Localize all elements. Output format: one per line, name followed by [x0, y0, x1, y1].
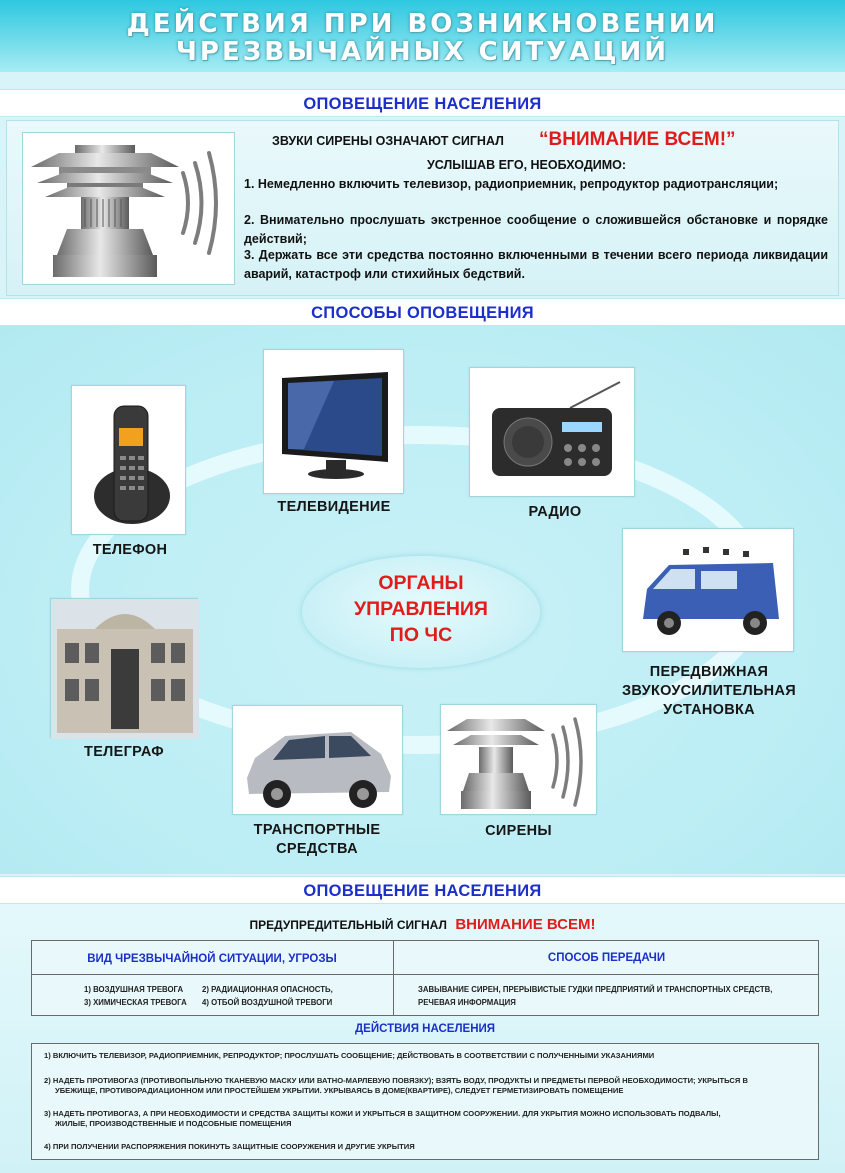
must-do-heading: УСЛЫШАВ ЕГО, НЕОБХОДИМО:: [427, 158, 627, 172]
phone-photo: [71, 385, 186, 535]
section-header-notification-2: ОПОВЕЩЕНИЕ НАСЕЛЕНИЯ: [0, 876, 845, 904]
section-header-notification: ОПОВЕЩЕНИЕ НАСЕЛЕНИЯ: [0, 89, 845, 117]
threat-2: 2) РАДИАЦИОННАЯ ОПАСНОСТЬ,: [202, 985, 333, 994]
page-title-line2: ЧРЕЗВЫЧАЙНЫХ СИТУАЦИЙ: [175, 37, 670, 67]
telegraph-building-icon: [51, 599, 199, 739]
warning-prefix: ПРЕДУПРЕДИТЕЛЬНЫЙ СИГНАЛ: [249, 918, 447, 932]
caption-van-line1: ПЕРЕДВИЖНАЯ: [649, 664, 769, 680]
caption-sirens: СИРЕНЫ: [485, 823, 552, 839]
siren-icon: [23, 133, 236, 286]
car-photo: [232, 705, 403, 815]
sirens-photo: [440, 704, 597, 815]
instruction-1: 1. Немедленно включить телевизор, радиоприемник, репродуктор радиотрансляции;: [244, 177, 779, 191]
center-text-line1: ОРГАНЫ: [378, 572, 464, 594]
instruction-2: 2. Внимательно прослушать экстренное сообщение о сложившейся обстановке и порядке действий;: [244, 213, 828, 246]
action-3-line1: 3) НАДЕТЬ ПРОТИВОГАЗ, А ПРИ НЕОБХОДИМОСТИ И СРЕДСТВА ЗАЩИТЫ КОЖИ И УКРЫТЬСЯ В ЗАЩИТНОМ СООРУЖЕНИИ. ДЛЯ УКРЫТИЯ МОЖНО ИСПОЛЬЗОВАТЬ ПОДВАЛЫ,: [44, 1109, 721, 1118]
transmission-line2: РЕЧЕВАЯ ИНФОРМАЦИЯ: [418, 998, 516, 1007]
center-text-line3: ПО ЧС: [389, 624, 453, 646]
radio-icon: [470, 368, 636, 498]
instruction-3: 3. Держать все эти средства постоянно включенными в течении всего периода ликвидации аварий, катастроф или стихийных бедствий.: [244, 248, 828, 281]
car-icon: [233, 706, 404, 816]
action-3-line2: ЖИЛЫЕ, ПРОИЗВОДСТВЕННЫЕ И ПОДСОБНЫЕ ПОМЕЩЕНИЯ: [55, 1119, 292, 1128]
tv-icon: [264, 350, 405, 495]
telegraph-photo: [50, 598, 198, 738]
caption-tv: ТЕЛЕВИДЕНИЕ: [277, 499, 391, 515]
actions-header: ДЕЙСТВИЯ НАСЕЛЕНИЯ: [354, 1023, 496, 1035]
attention-signal: “ВНИМАНИЕ ВСЕМ!”: [539, 129, 736, 150]
caption-phone: ТЕЛЕФОН: [92, 542, 168, 558]
radio-photo: [469, 367, 635, 497]
col-header-threat: ВИД ЧРЕЗВЫЧАЙНОЙ СИТУАЦИИ, УГРОЗЫ: [87, 953, 337, 965]
caption-van-line2: ЗВУКОУСИЛИТЕЛЬНАЯ: [622, 683, 796, 699]
threat-4: 4) ОТБОЙ ВОЗДУШНОЙ ТРЕВОГИ: [202, 998, 333, 1007]
caption-van-line3: УСТАНОВКА: [663, 702, 755, 718]
warning-signal-line: [0, 916, 845, 934]
caption-radio: РАДИО: [528, 504, 582, 520]
van-icon: [623, 529, 795, 653]
page-title-line1: ДЕЙСТВИЯ ПРИ ВОЗНИКНОВЕНИИ: [126, 9, 719, 39]
action-4: 4) ПРИ ПОЛУЧЕНИИ РАСПОРЯЖЕНИЯ ПОКИНУТЬ ЗАЩИТНЫЕ СООРУЖЕНИЯ И ДРУГИЕ УКРЫТИЯ: [44, 1142, 415, 1151]
siren-sound-text: ЗВУКИ СИРЕНЫ ОЗНАЧАЮТ СИГНАЛ: [272, 134, 504, 148]
van-photo: [622, 528, 794, 652]
warning-signal: ВНИМАНИЕ ВСЕМ!: [455, 916, 596, 933]
section-header-methods: СПОСОБЫ ОПОВЕЩЕНИЯ: [0, 298, 845, 326]
caption-telegraph: ТЕЛЕГРАФ: [84, 744, 164, 760]
center-text-line2: УПРАВЛЕНИЯ: [354, 598, 488, 620]
table-header-divider: [31, 974, 819, 975]
action-2-line2: УБЕЖИЩЕ, ПРОТИВОРАДИАЦИОННОМ ИЛИ ПРОСТЕЙШЕМ УКРЫТИИ. УКРЫВАЯСЬ В ДОМЕ(КВАРТИРЕ), СЛЕДУЕТ ГЕРМЕТИЗИРОВАТЬ ПОМЕЩЕНИЕ: [55, 1086, 624, 1095]
action-1: 1) ВКЛЮЧИТЬ ТЕЛЕВИЗОР, РАДИОПРИЕМНИК, РЕПРОДУКТОР; ПРОСЛУШАТЬ СООБЩЕНИЕ; ДЕЙСТВОВАТЬ В СООТВЕТСТВИИ С ПОЛУЧЕННЫМИ УКАЗАНИЯМИ: [44, 1051, 655, 1060]
action-2-line1: 2) НАДЕТЬ ПРОТИВОГАЗ (ПРОТИВОПЫЛЬНУЮ ТКАНЕВУЮ МАСКУ ИЛИ ВАТНО-МАРЛЕВУЮ ПОВЯЗКУ); ВЗЯТЬ ВОДУ, ПРОДУКТЫ И ПРЕДМЕТЫ ПЕРВОЙ НЕОБХОДИМОСТИ; УКРЫТЬСЯ В: [44, 1076, 748, 1085]
caption-transport-line1: ТРАНСПОРТНЫЕ: [253, 822, 381, 838]
threat-1: 1) ВОЗДУШНАЯ ТРЕВОГА: [84, 985, 184, 994]
tv-photo: [263, 349, 404, 494]
threat-3: 3) ХИМИЧЕСКАЯ ТРЕВОГА: [84, 998, 187, 1007]
transmission-line1: ЗАВЫВАНИЕ СИРЕН, ПРЕРЫВИСТЫЕ ГУДКИ ПРЕДПРИЯТИЙ И ТРАНСПОРТНЫХ СРЕДСТВ,: [418, 985, 773, 994]
col-header-method: СПОСОБ ПЕРЕДАЧИ: [547, 952, 666, 964]
caption-transport-line2: СРЕДСТВА: [276, 841, 358, 857]
siren-photo: [22, 132, 235, 285]
phone-icon: [72, 386, 187, 536]
sirens-icon: [441, 705, 598, 816]
